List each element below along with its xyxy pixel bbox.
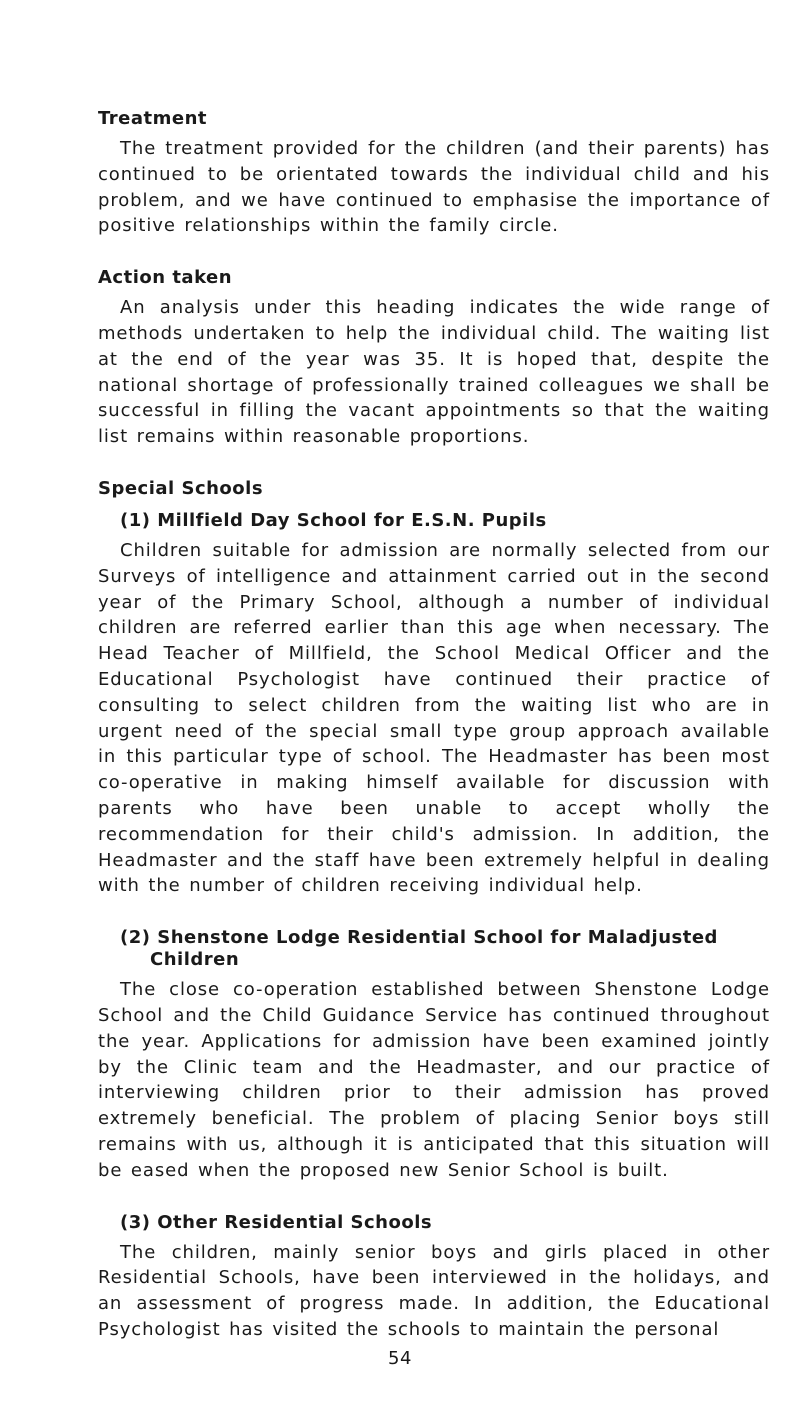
paragraph-action-taken: An analysis under this heading indicates the wide range of methods undertaken to help the individual child. The waiting list at the end of the year was 35. It is hoped that, despite the national shortage of professionally trained colleagues we shall be successful in filling the vacant appointments so that the waiting list remains within reasonable proportions. xyxy=(98,297,770,448)
heading-special-schools: Special Schools xyxy=(98,477,264,499)
subheading-other-residential: (3) Other Residential Schools xyxy=(120,1211,433,1233)
subheading-shenstone: (2) Shenstone Lodge Residential School for Maladjusted Children xyxy=(120,927,718,971)
document-body xyxy=(98,108,770,1343)
subheading-millfield: (1) Millfield Day School for E.S.N. Pupils xyxy=(120,509,547,531)
paragraph-shenstone: The close co-operation established between Shenstone Lodge School and the Child Guidance Service has continued throughout the year. Applications for admission have been examined jointly by the Clinic team and the Headmaster, and our practice of interviewing children prior to their admission has proved extremely beneficial. The problem of placing Senior boys still remains with us, although it is anticipated that this situation will be eased when the proposed new Senior School is built. xyxy=(98,979,770,1181)
paragraph-other-residential: The children, mainly senior boys and girls placed in other Residential Schools, have been interviewed in the holidays, and an assessment of progress made. In addition, the Educational Psychologist has visited the schools to maintain the personal xyxy=(98,1241,770,1340)
paragraph-millfield: Children suitable for admission are normally selected from our Surveys of intelligence and attainment carried out in the second year of the Primary School, although a number of individual children are referred earlier than this age when necessary. The Head Teacher of Millfield, the School Medical Officer and the Educational Psychologist have continued their practice of consulting to select children from the waiting list who are in urgent need of the special small type group approach available in this particular type of school. The Headmaster has been most co-operative in making himself available for discussion with parents who have been unable to accept wholly the recommendation for their child's admission. In addition, the Headmaster and the staff have been extremely helpful in dealing with the number of children receiving individual help. xyxy=(98,539,770,897)
heading-treatment: Treatment xyxy=(98,108,208,129)
paragraph-treatment: The treatment provided for the children (and their parents) has continued to be orientated towards the individual child and his problem, and we have continued to emphasise the importance of positive relationships within the family circle. xyxy=(98,138,770,237)
heading-action-taken: Action taken xyxy=(98,267,233,289)
page-number: 54 xyxy=(388,1348,412,1369)
